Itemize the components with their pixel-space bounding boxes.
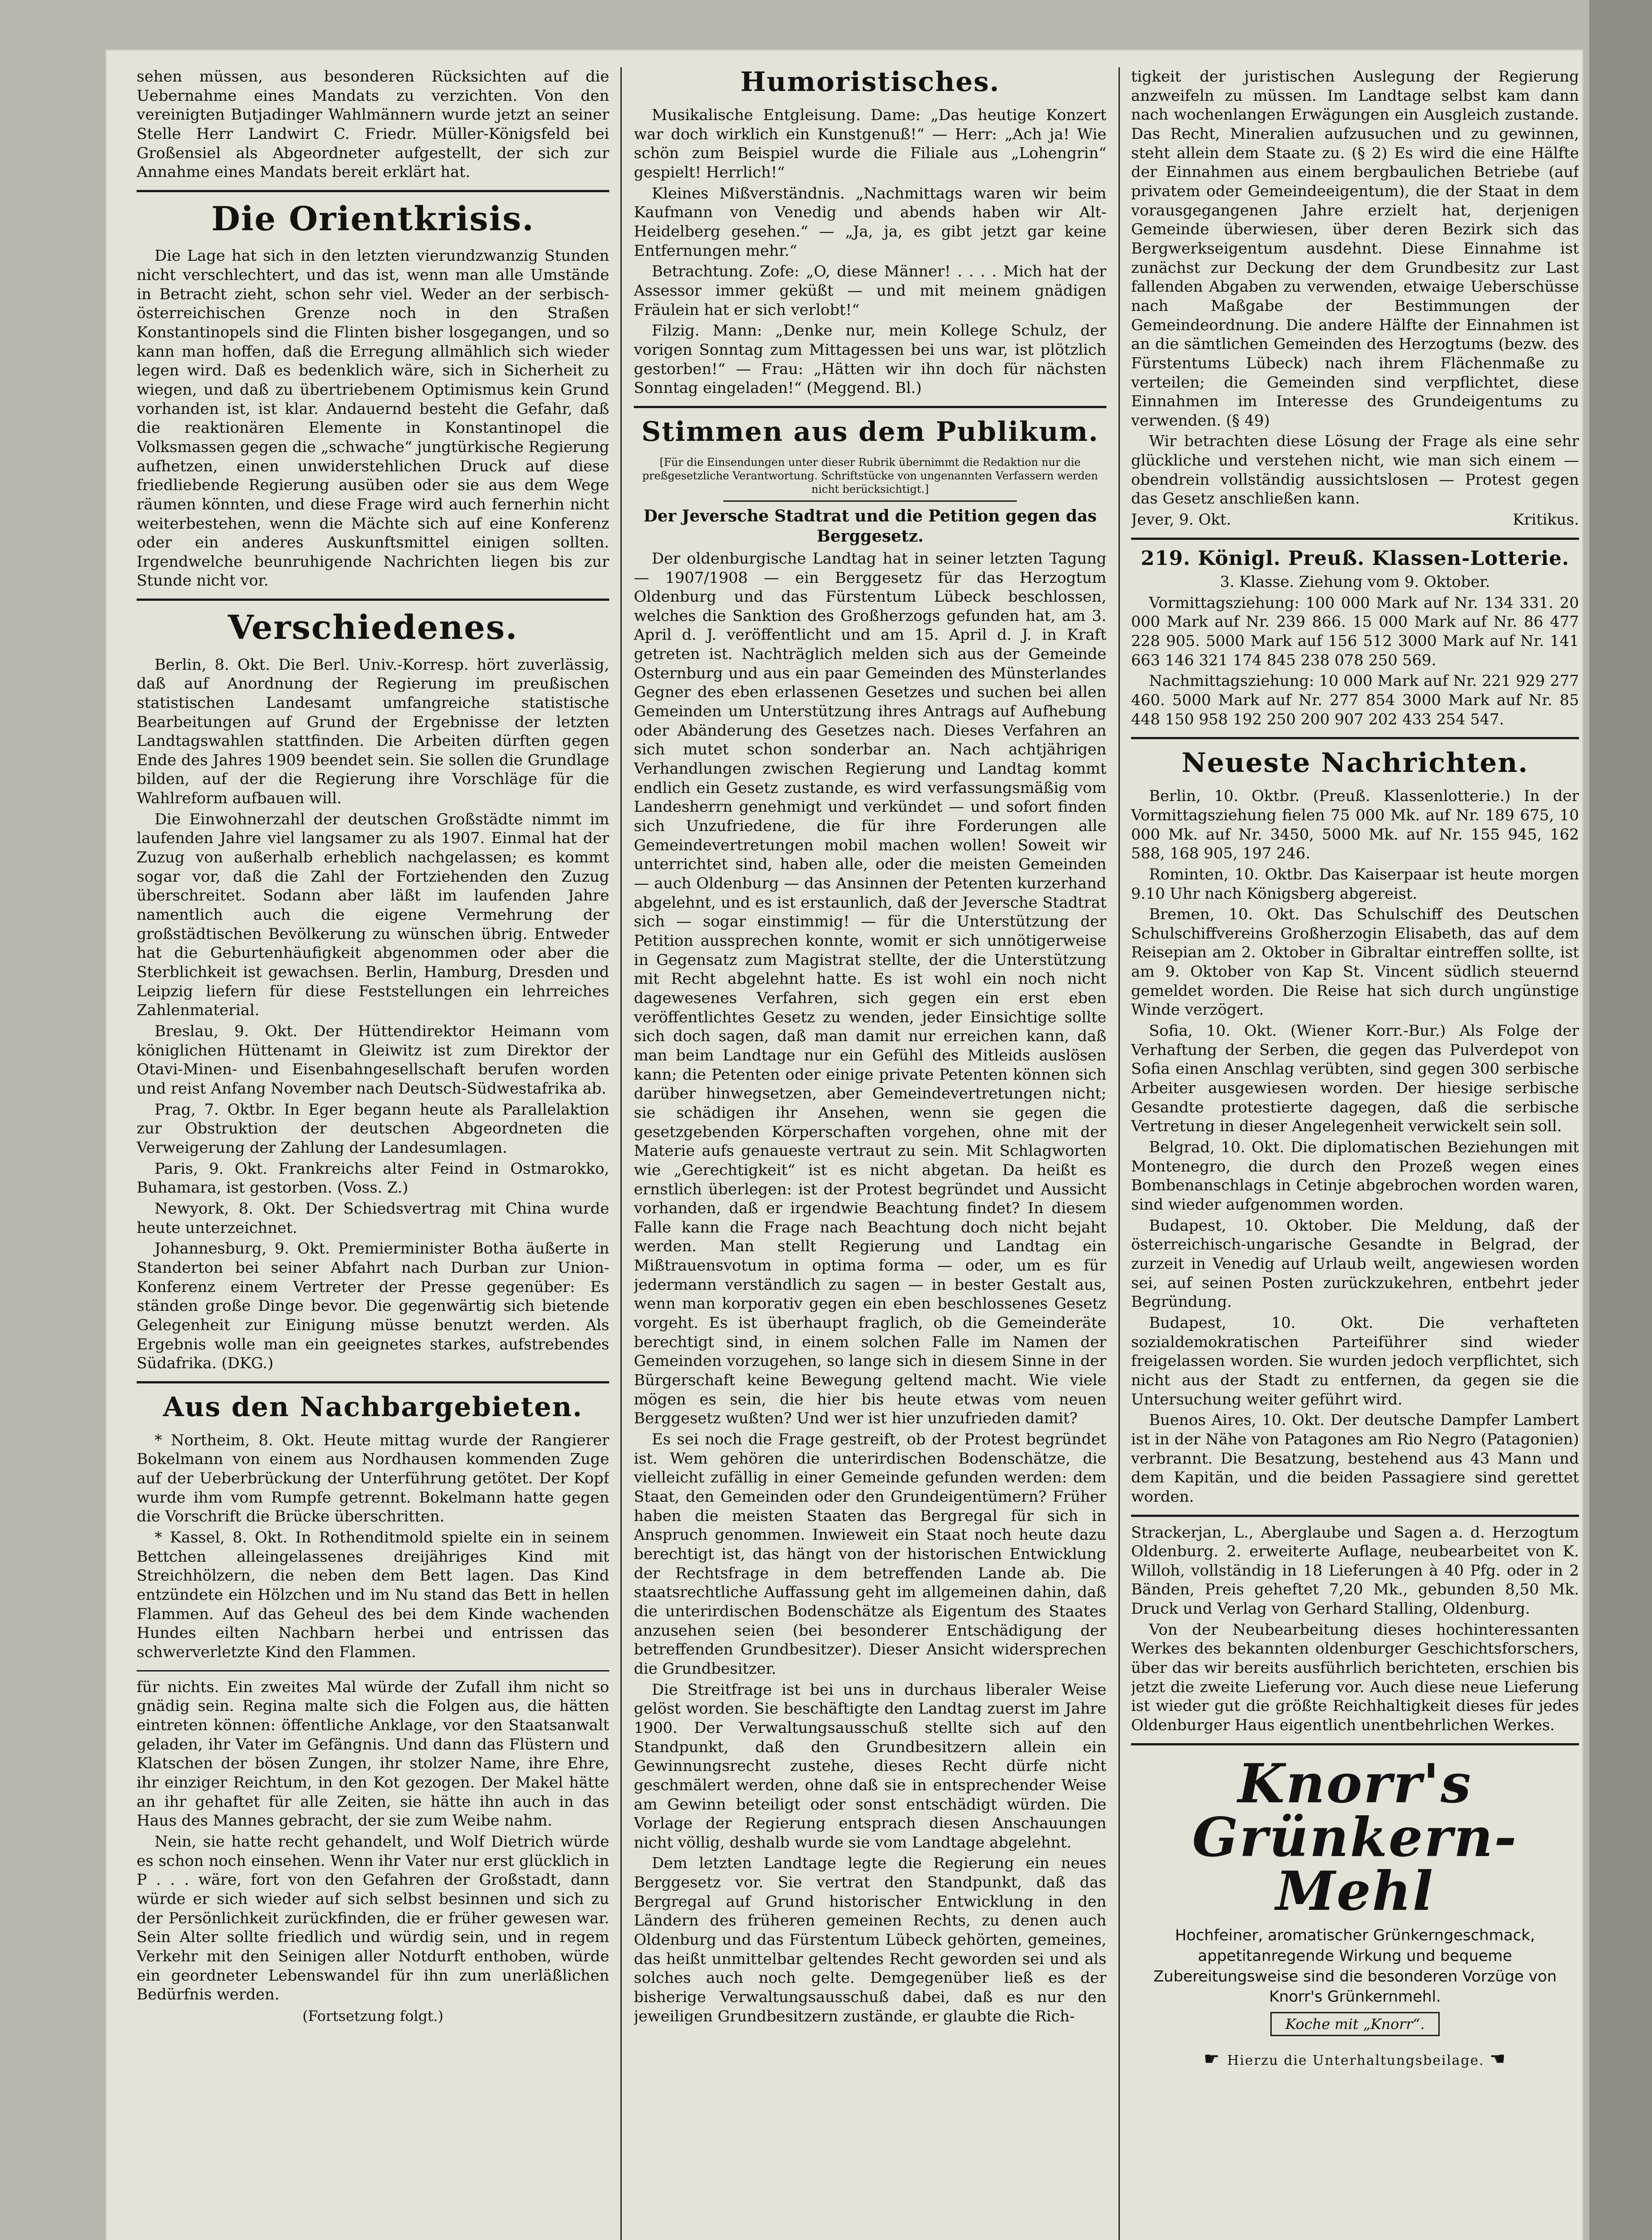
column-divider	[620, 67, 622, 2240]
news-item: Johannesburg, 9. Okt. Premierminister Botha äußerte in Standerton bei seiner Abfahrt nach Durban zur Union-Konferenz einem Vertreter der Presse gegenüber: Es ständen große Dinge bevor. Die gegenwärtig sich bietende Gelegenheit zur Einigung müsse benutzt werden. Als Ergebnis wolle man ein geeignetes starkes, aufstrebendes Südafrika. (DKG.)	[137, 1240, 609, 1373]
latest-news-heading: Neueste Nachrichten.	[1181, 747, 1529, 779]
humor-item: Kleines Mißverständnis. „Nachmittags waren wir beim Kaufmann von Venedig und abends haben wir Alt-Heidelberg gesehen.“ — „Ja, ja, es gibt jetzt gar keine Entfernungen mehr.“	[634, 184, 1106, 260]
section-rule	[1131, 1515, 1579, 1517]
pointing-hand-icon: ☛	[1204, 2049, 1227, 2070]
signature-line	[1131, 510, 1579, 530]
humor-item: Musikalische Entgleisung. Dame: „Das heutige Konzert war doch wirklich ein Kunstgenuß!“ — Herr: „Ach ja! Wie schön zum Beispiel wurde die Filiale aus „Lohengrin“ gespielt! Herrlich!“	[634, 106, 1106, 181]
article-continuation: tigkeit der juristischen Auslegung der Regierung anzweifeln zu müssen. Im Landtage selbst kam dann nach wochenlangen Erwägungen ein Ausgleich zustande. Das Recht, Mineralien aufzusuchen und zu gewinnen, steht allein dem Staate zu. (§ 2) Es wird die eine Hälfte der Einnahmen aus einem bergbaulichen Betriebe (auf privatem oder Gemeindeeigentum), die der Staat in dem vorausgegangenen Jahre erzielt hat, derjenigen Gemeinde überwiesen, über deren Bezirk sich das Bergwerkseigentum ausdehnt. Diese Einnahme ist zunächst zur Deckung der dem Grundbesitz zur Last fallenden Abgaben zu verwenden, etwaige Ueberschüsse nach Maßgabe der Bestimmungen der Gemeindeordnung. Die andere Hälfte der Einnahmen ist an die sämtlichen Gemeinden des Herzogtums (bezw. des Fürstentums Lübeck) nach ihrem Flächenmaße zu verteilen; die Gemeinden sind verpflichtet, diese Einnahmen im Interesse des Grundeigentums zu verwenden. (§ 49)	[1131, 68, 1579, 430]
pointing-hand-icon: ☚	[1489, 2049, 1506, 2070]
supplement-note	[1131, 2048, 1579, 2070]
signature-name: Kritikus.	[1513, 511, 1579, 529]
news-item: Berlin, 10. Oktbr. (Preuß. Klassenlotterie.) In der Vormittagsziehung fielen 75 000 Mk. auf Nr. 189 675, 10 000 Mk. auf Nr. 3450, 5000 Mk. auf Nr. 155 945, 162 588, 168 905, 197 246.	[1131, 787, 1579, 863]
scan-margin	[1589, 0, 1652, 2240]
book-advert: Strackerjan, L., Aberglaube und Sagen a. d. Herzogtum Oldenburg. 2. erweiterte Auflage, neubearbeitet von K. Willoh, vollständig in 18 Lieferungen à 40 Pfg. oder in 2 Bänden, Preis geheftet 7,20 Mk., gebunden 8,50 Mk. Druck und Verlag von Gerhard Stalling, Oldenburg.	[1131, 1523, 1579, 1618]
news-item: Buenos Aires, 10. Okt. Der deutsche Dampfer Lambert ist in der Nähe von Patagones am Rio Negro (Patagonien) verbrannt. Die Besatzung, bestehend aus 43 Mann und dem Kapitän, und die beiden Passagiere sind gerettet worden.	[1131, 1411, 1579, 1506]
column-2	[634, 67, 1106, 2240]
knorr-title-line: Mehl	[1275, 1859, 1434, 1923]
section-rule	[137, 599, 609, 601]
book-review: Von der Neubearbeitung dieses hochinteressanten Werkes des bekannten oldenburger Geschichtsforschers, über das wir bereits ausführlich berichteten, erschien bis jetzt die zweite Lieferung vor. Auch diese neue Lieferung ist wieder gut die größte Reichhaltigkeit dieses für jedes Oldenburger Haus eigentlich unentbehrlichen Werkes.	[1131, 1620, 1579, 1735]
knorr-title-line: Grünkern-	[1192, 1805, 1518, 1869]
column-1	[137, 67, 609, 2240]
section-rule	[1131, 737, 1579, 739]
news-item: Die Einwohnerzahl der deutschen Großstädte nimmt im laufenden Jahre viel langsamer zu als 1907. Einmal hat der Zuzug von außerhalb erheblich nachgelassen; es kommt sogar vor, daß die Zahl der Fortziehenden den Zuzug überschreitet. Sodann aber läßt im laufenden Jahre namentlich auch die eigene Vermehrung der großstädtischen Bevölkerung zu wünschen übrig. Entweder hat die Geburtenhäufigkeit abgenommen oder aber die Sterblichkeit ist gewachsen. Berlin, Hamburg, Dresden und Leipzig liefern für diese Feststellungen ein lehrreiches Zahlenmaterial.	[137, 810, 609, 1020]
news-item: Berlin, 8. Okt. Die Berl. Univ.-Korresp. hört zuverlässig, daß auf Anordnung der Regierung im preußischen statistischen Landesamt umfangreiche statistische Bearbeitungen auf Grund der Ergebnisse der letzten Landtagswahlen stattfinden. Die Arbeiten dürften gegen Ende des Jahres 1909 beendet sein. Sie sollen die Grundlage bilden, auf der die Regierung ihre Vorschläge für die Wahlreform aufbauen will.	[137, 655, 609, 808]
lottery-morning: Vormittagsziehung: 100 000 Mark auf Nr. 134 331. 20 000 Mark auf Nr. 239 866. 15 000 Mark auf Nr. 86 477 228 905. 5000 Mark auf 156 512 3000 Mark auf Nr. 141 663 146 321 174 845 238 078 250 569.	[1131, 594, 1579, 669]
feuilleton-paragraph: Nein, sie hatte recht gehandelt, und Wolf Dietrich würde es schon noch einsehen. Wenn ihr Vater nur erst glücklich in P . . . wäre, fort von den Gefahren der Großstadt, dann würde er sich wieder auf sich selbst besinnen und sich zu der Persönlichkeit zurückfinden, die er früher gewesen war. Sein Alter sollte friedlich und würdig sein, und in regem Verkehr mit den Seinigen aller Notdurft enthoben, würde ein geordneter Lebenswandel für ihn zum unerläßlichen Bedürfnis werden.	[137, 1832, 609, 2004]
news-item: Bremen, 10. Okt. Das Schulschiff des Deutschen Schulschiffvereins Großherzogin Elisabeth, das auf dem Reisepian am 2. Oktober in Gibraltar eintreffen sollte, ist am 9. Oktober von Kap St. Vincent südlich steuernd gemeldet worden. Die Reise hat sich durch ungünstige Winde verzögert.	[1131, 905, 1579, 1019]
humor-heading: Humoristisches.	[740, 67, 1000, 98]
article-title: Der Jeversche Stadtrat und die Petition gegen das Berggesetz.	[643, 506, 1097, 546]
news-item: Budapest, 10. Oktober. Die Meldung, daß der österreichisch-ungarische Gesandte in Belgrad, der zurzeit in Venedig auf Urlaub weilt, angewiesen worden sei, auf seinen Posten zurückzukehren, entbehrt jeder Begründung.	[1131, 1216, 1579, 1311]
orient-paragraph: Die Lage hat sich in den letzten vierundzwanzig Stunden nicht verschlechtert, und das ist, wenn man alle Umstände in Betracht zieht, schon sehr viel. Weder an der serbisch-österreichischen Grenze noch in den Straßen Konstantinopels sind die Flinten bisher losgegangen, und so kann man hoffen, daß die Erregung allmählich sich wieder legen wird. Daß es bedenklich wäre, sich in Sicherheit zu wiegen, und daß zu übertriebenem Optimismus kein Grund vorhanden ist, ist klar. Andauernd besteht die Gefahr, daß die reaktionären Elemente in Konstantinopel die Volksmassen gegen die „schwache“ jungtürkische Regierung aufhetzen, einen unwiderstehlichen Druck auf diese friedliebende Regierung ausüben oder sie aus dem Wege räumen könnten, und diese Frage wird auch fernerhin nicht weiterbestehen, wenn die Mächte sich auf eine Konferenz oder ein anderes Auskunftsmittel einigen sollten. Irgendwelche beunruhigende Nachrichten liegen bis zur Stunde nicht vor.	[137, 247, 609, 590]
supplement-text: Hierzu die Unterhaltungsbeilage.	[1227, 2053, 1484, 2069]
news-item: * Kassel, 8. Okt. In Rothenditmold spielte ein in seinem Bettchen alleingelassenes dreijähriges Kind mit Streichhölzern, die neben dem Bett lagen. Das Kind entzündete ein Hölzchen und im Nu stand das Bett in hellen Flammen. Auf das Geheul des bei dem Kinde wachenden Hundes eilten Nachbarn herbei und entrissen das schwerverletzte Kind den Flammen.	[137, 1529, 609, 1662]
short-rule	[723, 500, 1017, 502]
knorr-advertisement	[1144, 1752, 1566, 2037]
knorr-slogan: Koche mit „Knorr“.	[1270, 2012, 1439, 2036]
news-item: Newyork, 8. Okt. Der Schiedsvertrag mit China wurde heute unterzeichnet.	[137, 1199, 609, 1237]
news-item: Rominten, 10. Oktbr. Das Kaiserpaar ist heute morgen 9.10 Uhr nach Königsberg abgereist.	[1131, 865, 1579, 903]
column-divider	[1119, 67, 1120, 2240]
news-item: Budapest, 10. Okt. Die verhafteten sozialdemokratischen Parteiführer sind wieder freigelassen worden. Sie wurden jedoch verpflichtet, sich nicht aus der Stadt zu entfernen, da gegen sie die Untersuchung weiter geführt wird.	[1131, 1314, 1579, 1409]
lottery-afternoon: Nachmittagsziehung: 10 000 Mark auf Nr. 221 929 277 460. 5000 Mark auf Nr. 277 854 3000 Mark auf Nr. 85 448 150 958 192 250 200 907 202 433 254 547.	[1131, 672, 1579, 728]
stimmen-heading: Stimmen aus dem Publikum.	[641, 416, 1099, 448]
feuilleton-paragraph: für nichts. Ein zweites Mal würde der Zufall ihm nicht so gnädig sein. Regina malte sich die Folgen aus, die hätten eintreten können: öffentliche Anklage, vor den Staatsanwalt geladen, ihr Vater im Gefängnis. Und dann das Flüstern und Klatschen der bösen Zungen, ihr stolzer Name, ihre Ehre, ihr einziger Reichtum, in den Kot gezogen. Der Makel hätte an ihr gehaftet für alle Zeiten, sie hätte ihn auch in das Haus des Mannes gebracht, der sie zum Weibe nahm.	[137, 1678, 609, 1830]
signature-place: Jever, 9. Okt.	[1131, 511, 1231, 529]
article-paragraph: Die Streitfrage ist bei uns in durchaus liberaler Weise gelöst worden. Sie beschäftigte den Landtag zuerst im Jahre 1900. Der Verwaltungsausschuß stellte sich auf den Standpunkt, daß den Grundbesitzern allein ein Gewinnungsrecht zustehe, dieses Recht dürfe nicht geschmälert werden, ohne daß sie in entsprechender Weise am Gewinn beteiligt oder sonst entschädigt würden. Die Vorlage der Regierung entsprach diesen Anschauungen nicht völlig, deshalb wurde sie vom Landtage abgelehnt.	[634, 1680, 1106, 1852]
intro-paragraph: sehen müssen, aus besonderen Rücksichten auf die Uebernahme eines Mandats zu verzichten. Von den vereinigten Butjadinger Wahlmännern wurde jetzt an seiner Stelle Herr Landwirt C. Friedr. Müller-Königsfeld bei Großensiel als Abgeordneter aufgestellt, der sich zur Annahme eines Mandats bereit erklärt hat.	[137, 68, 609, 181]
continuation-note: (Fortsetzung folgt.)	[302, 2007, 443, 2025]
article-paragraph: Wir betrachten diese Lösung der Frage als eine sehr glückliche und verstehen nicht, wie man sich einem — obendrein vollständig aussichtslosen — Protest gegen das Gesetz anschließen kann.	[1131, 432, 1579, 508]
lottery-subheading: 3. Klasse. Ziehung vom 9. Oktober.	[1220, 573, 1490, 591]
verschiedenes-heading: Verschiedenes.	[228, 608, 518, 647]
editorial-note: [Für die Einsendungen unter dieser Rubrik übernimmt die Redaktion nur die preßgesetzliche Verantwortung. Schriftstücke von ungenannten Verfassern werden nicht berücksichtigt.]	[642, 456, 1098, 495]
column-3	[1131, 67, 1579, 2240]
article-paragraph: Es sei noch die Frage gestreift, ob der Protest begründet ist. Wem gehören die unterirdischen Bodenschätze, die vielleicht zufällig in einer Gemeinde gefunden werden: dem Staat, den Gemeinden oder den Grundeigentümern? Früher haben die meisten Staaten das Bergregal für sich in Anspruch genommen. Inwieweit ein Staat noch heute dazu berechtigt ist, das hängt von der historischen Entwicklung der Rechtsfrage in dem betreffenden Lande ab. Die staatsrechtliche Auffassung geht im allgemeinen dahin, daß die unterirdischen Bodenschätze als Eigentum des Staates anzusehen seien (bei besonderer Entschädigung der betreffenden Grundbesitzer). Dieser Ansicht widersprechen die Grundbesitzer.	[634, 1430, 1106, 1678]
humor-item: Betrachtung. Zofe: „O, diese Männer! . . . . Mich hat der Assessor immer geküßt — und mit meinem gnädigen Fräulein hat er sich verlobt!“	[634, 263, 1106, 319]
lottery-heading: 219. Königl. Preuß. Klassen-Lotterie.	[1140, 547, 1570, 570]
newspaper-page	[105, 49, 1583, 2240]
knorr-title-line: Knorr's	[1238, 1752, 1472, 1815]
section-rule	[137, 1381, 609, 1383]
nachbargebiete-heading: Aus den Nachbargebieten.	[163, 1391, 583, 1423]
section-rule	[1131, 1743, 1579, 1745]
news-item: Breslau, 9. Okt. Der Hüttendirektor Heimann vom königlichen Hüttenamt in Gleiwitz ist zum Direktor der Otavi-Minen- und Eisenbahngesellschaft berufen worden und reist Anfang November nach Deutsch-Südwestafrika ab.	[137, 1022, 609, 1098]
knorr-description: Hochfeiner, aromatischer Grünkerngeschmack, appetitanregende Wirkung und bequeme Zubereitungsweise sind die besonderen Vorzüge von Knorr's Grünkernmehl.	[1153, 1926, 1557, 2006]
humor-item: Filzig. Mann: „Denke nur, mein Kollege Schulz, der vorigen Sonntag zum Mittagessen bei uns war, ist plötzlich gestorben!“ — Frau: „Hätten wir ihn doch für nächsten Sonntag eingeladen!“ (Meggend. Bl.)	[634, 322, 1106, 397]
section-rule	[137, 190, 609, 192]
feuilleton-rule	[137, 1670, 609, 1671]
news-item: Sofia, 10. Okt. (Wiener Korr.-Bur.) Als Folge der Verhaftung der Serben, die gegen das Pulverdepot von Sofia einen Anschlag verübten, sind gegen 300 serbische Arbeiter ausgewiesen worden. Der hiesige serbische Gesandte protestierte dagegen, daß die serbische Vertretung in dieser Angelegenheit verwickelt sein soll.	[1131, 1022, 1579, 1136]
section-rule	[1131, 538, 1579, 540]
article-paragraph: Der oldenburgische Landtag hat in seiner letzten Tagung — 1907/1908 — ein Berggesetz für das Herzogtum Oldenburg und das Fürstentum Lübeck beschlossen, welches die Sanktion des Großherzogs gefunden hat, am 3. April d. J. veröffentlicht und am 15. April d. J. in Kraft getreten ist. Nachträglich melden sich aus der Gemeinde Osternburg und aus ein paar Gemeinden des Münsterlandes Gegner des eben erlassenen Gesetzes und suchen bei allen Gemeinden um Unterstützung ihres Antrags auf Aufhebung oder Abänderung des Gesetzes nach. Dieses Verfahren an sich mutet schon sonderbar an. Nach achtjährigen Verhandlungen zwischen Regierung und Landtag kommt endlich ein Gesetz zustande, es wird verfassungsmäßig vom Landesherrn genehmigt und verkündet — und sofort finden sich Unzufriedene, die für ihre Forderungen alle Gemeindevertretungen mobil machen wollen! Soweit wir unterrichtet sind, haben alle, oder die meisten Gemeinden — auch Oldenburg — das Ansinnen der Petenten kurzerhand abgelehnt, und es ist erstaunlich, daß der Jeversche Stadtrat sich — sogar einstimmig! — für die Unterstützung der Petition aussprechen konnte, womit er sich unnötigerweise in Gegensatz zum Magistrat stellte, der die Unterstützung mit Recht abgelehnt hatte. Es ist wohl ein noch nicht dagewesenes Verfahren, sich gegen ein erst eben veröffentlichtes Gesetz zu wenden, jeder Einsichtige sollte sich doch sagen, daß man damit nur erreichen kann, daß man beim Landtage nur ein Gefühl des Mitleids auslösen kann; die Petenten oder einige private Petenten können sich darüber hinwegsetzen, aber Gemeindevertretungen nicht; sie schädigen ihr Ansehen, wenn sie gegen die gesetzgebenden Körperschaften vorgehen, ohne mit der Materie aufs genaueste vertraut zu sein. Mit Schlagworten wie „Gerechtigkeit“ ist es nicht abgetan. Da heißt es ernstlich überlegen: ist der Protest begründet und Aussicht vorhanden, daß er irgendwie Beachtung findet? In diesem Falle kann die Frage nach Beachtung doch nicht bejaht werden. Man stellt Regierung und Landtag ein Mißtrauensvotum in optima forma — oder, um es für jedermann verständlich zu sagen — in bester Gestalt aus, wenn man korporativ gegen ein eben beschlossenes Gesetz vorgeht. Es ist überhaupt fraglich, ob die Gemeinderäte berechtigt sind, in einem solchen Falle im Namen der Gemeinden vorzugehen, so lange sich in diesem Sinne in der Bürgerschaft keine Bewegung geltend macht. Wie viele mögen es sein, die hier bis heute etwas vom neuen Berggesetz wußten? Und wer ist hier unzufrieden damit?	[634, 549, 1106, 1428]
orient-heading: Die Orientkrisis.	[211, 199, 535, 238]
news-item: Prag, 7. Oktbr. In Eger begann heute als Parallelaktion zur Obstruktion der deutschen Abgeordneten die Verweigerung der Zahlung der Landesumlagen.	[137, 1100, 609, 1157]
news-item: * Northeim, 8. Okt. Heute mittag wurde der Rangierer Bokelmann von einem aus Nordhausen kommenden Zuge auf der Ueberbrückung der Unterführung getötet. Der Kopf wurde ihm vom Rumpfe getrennt. Bokelmann hatte gegen die Vorschrift die Brücke überschritten.	[137, 1431, 609, 1526]
news-item: Paris, 9. Okt. Frankreichs alter Feind in Ostmarokko, Buhamara, ist gestorben. (Voss. Z.)	[137, 1159, 609, 1197]
article-paragraph: Dem letzten Landtage legte die Regierung ein neues Berggesetz vor. Sie vertrat den Standpunkt, daß das Bergregal auf Grund historischer Entwicklung in den Ländern des früheren gemeinen Rechts, zu denen auch Oldenburg und das Fürstentum Lübeck gehörten, gemeines, das heißt unmittelbar geltendes Recht geworden sei und als solches auch noch gelte. Demgegenüber ließ es der bisherige Verwaltungsausschuß dabei, daß es nur den jeweiligen Grundbesitzern zustände, er glaubte die Rich-	[634, 1854, 1106, 2025]
section-rule	[634, 406, 1106, 408]
news-item: Belgrad, 10. Okt. Die diplomatischen Beziehungen mit Montenegro, die durch den Prozeß wegen eines Bombenanschlags in Cetinje abgebrochen worden waren, sind wieder aufgenommen worden.	[1131, 1138, 1579, 1214]
